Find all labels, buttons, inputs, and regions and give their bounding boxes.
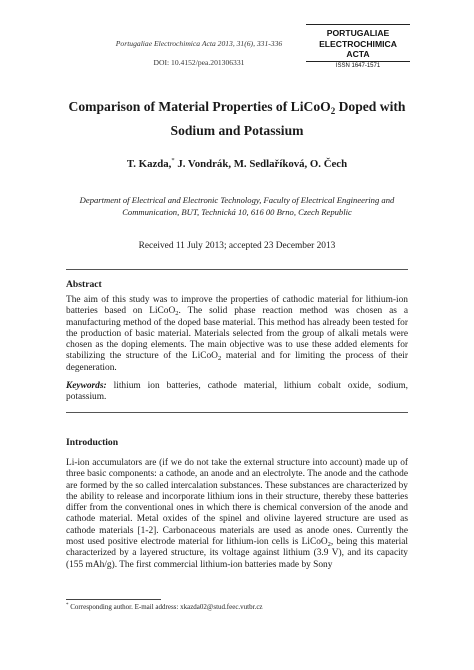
footnote-rule (66, 599, 161, 600)
journal-name-line-3: ACTA (346, 49, 370, 59)
introduction-subscript: 2 (327, 541, 331, 549)
first-author: T. Kazda, (126, 158, 172, 170)
journal-name (306, 25, 410, 61)
title-line-1 (40, 95, 434, 119)
affiliation-line-1: Department of Electrical and Electronic Technology, Faculty of Electrical Engineering and (79, 195, 395, 205)
abstract-text (66, 295, 408, 374)
title-text-a: Comparison of Material Properties of LiCoO (68, 99, 331, 114)
footnote-mark: * (66, 603, 69, 608)
footnote-email: Corresponding author. E-mail address: xkazda02@stud.feec.vutbr.cz (68, 603, 263, 611)
journal-citation: Portugaliae Electrochimica Acta 2013, 31(6), 331-336 (115, 39, 283, 48)
author-list (40, 158, 434, 170)
abstract-sentence-2: . The solid phase reaction method was chosen as a manufacturing method of the doped base material. This method has already been tested for the production of basic material. Materials selected from the group of alkali metals were chosen as the doping elements. The main objective was to use these added elements for stabilizing the structure of the LiCoO (66, 306, 408, 362)
affiliation-line-2: Communication, BUT, Technická 10, 616 00 Brno, Czech Republic (122, 206, 352, 217)
introduction-heading: Introduction (66, 437, 119, 448)
introduction-paragraph-b: , being this material characterized by a layered structure, its voltage against lithium (3.9 V), and its capacity (155 mAh/g). The first commercial lithium-ion batteries made by Sony (66, 537, 408, 570)
received-dates: Received 11 July 2013; accepted 23 December 2013 (138, 241, 336, 251)
title-subscript: 2 (330, 106, 336, 116)
title-line-2: Sodium and Potassium (170, 123, 304, 138)
section-divider (66, 269, 408, 270)
keywords-divider (66, 412, 408, 413)
affiliation (56, 195, 418, 218)
other-authors: J. Vondrák, M. Sedlaříková, O. Čech (174, 158, 348, 170)
abstract-subscript-2: 2 (217, 355, 222, 363)
keywords (66, 381, 408, 404)
introduction-text (66, 458, 408, 571)
abstract-sentence-1: The aim of this study was to improve the properties of cathodic material for lithium-ion batteries based on LiCoO (66, 295, 408, 317)
journal-logo-box (306, 24, 410, 71)
journal-name-line-1: PORTUGALIAE (326, 28, 390, 38)
doi: DOI: 10.4152/pea.201306331 (153, 58, 245, 67)
keywords-text: lithium ion batteries, cathode material, lithium cobalt oxide, sodium, potassium. (66, 381, 408, 403)
paper-title (40, 95, 434, 143)
journal-name-line-2: ELECTROCHIMICA (319, 38, 397, 49)
title-text-b: Doped with (335, 99, 406, 114)
footnote (66, 603, 263, 611)
abstract-heading: Abstract (66, 279, 102, 290)
abstract-subscript-1: 2 (175, 310, 179, 318)
issn: ISSN 1647-1571 (335, 62, 381, 69)
corresponding-author-mark: * (171, 157, 175, 164)
keywords-label: Keywords: (66, 381, 107, 391)
abstract-sentence-3: material and for limiting the process of their degeneration. (66, 351, 408, 373)
introduction-paragraph-a: Li-ion accumulators are (if we do not take the external structure into account) made up of three basic components: a cathode, an anode and an electrolyte. The anode and the cathode are formed by the so called intercalation substances. These substances are characterized by the ability to release and incorporate lithium ions in their structure, thereby these batteries differ from the conventional ones in which there is chemical conversion of the anode and cathode material. Metal oxides of the spinel and olivine layered structure are used as cathode materials [1-2]. Carbonaceous materials are used as anode ones. Currently the most used positive electrode material for lithium-ion cells is LiCoO (66, 458, 408, 548)
